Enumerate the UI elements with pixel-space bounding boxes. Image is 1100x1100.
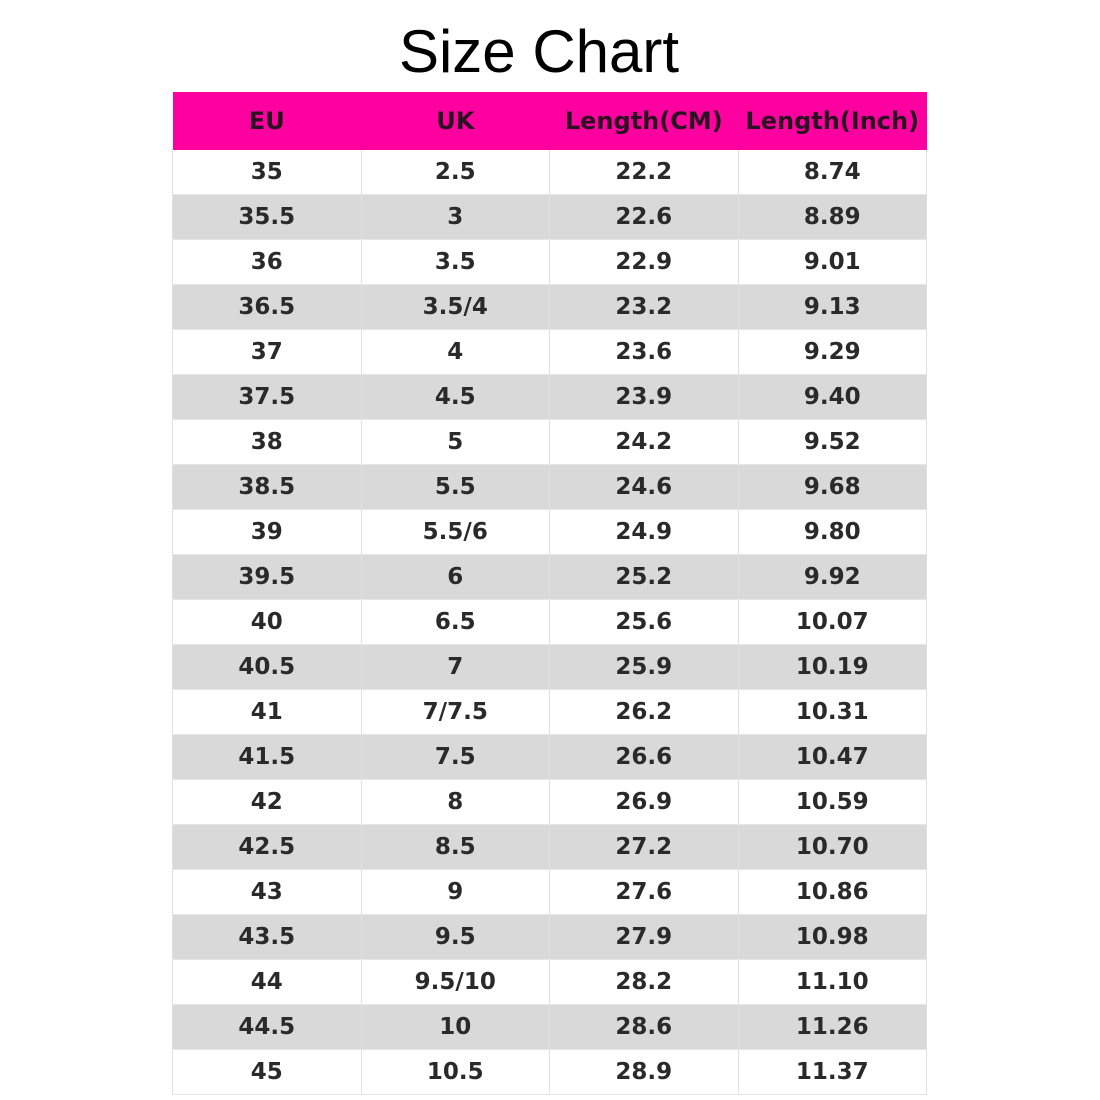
table-body bbox=[173, 150, 927, 1095]
cell-eu: 35 bbox=[173, 150, 362, 195]
cell-length-inch: 10.19 bbox=[738, 645, 927, 690]
cell-uk: 6.5 bbox=[361, 600, 550, 645]
cell-length-cm: 25.2 bbox=[550, 555, 739, 600]
cell-eu: 44 bbox=[173, 960, 362, 1005]
cell-length-inch: 10.70 bbox=[738, 825, 927, 870]
cell-uk: 10.5 bbox=[361, 1050, 550, 1095]
cell-length-cm: 27.2 bbox=[550, 825, 739, 870]
cell-length-inch: 11.26 bbox=[738, 1005, 927, 1050]
cell-eu: 35.5 bbox=[173, 195, 362, 240]
cell-eu: 36 bbox=[173, 240, 362, 285]
cell-eu: 41 bbox=[173, 690, 362, 735]
table-row bbox=[173, 690, 927, 735]
cell-length-cm: 26.9 bbox=[550, 780, 739, 825]
cell-eu: 45 bbox=[173, 1050, 362, 1095]
table-row bbox=[173, 735, 927, 780]
table-row bbox=[173, 645, 927, 690]
page-title: Size Chart bbox=[398, 18, 680, 85]
cell-uk: 2.5 bbox=[361, 150, 550, 195]
table-row bbox=[173, 555, 927, 600]
table-row bbox=[173, 960, 927, 1005]
table-row bbox=[173, 330, 927, 375]
cell-eu: 36.5 bbox=[173, 285, 362, 330]
cell-uk: 10 bbox=[361, 1005, 550, 1050]
cell-length-inch: 10.07 bbox=[738, 600, 927, 645]
cell-length-inch: 10.98 bbox=[738, 915, 927, 960]
cell-length-cm: 22.2 bbox=[550, 150, 739, 195]
table-row bbox=[173, 375, 927, 420]
cell-uk: 9 bbox=[361, 870, 550, 915]
cell-uk: 9.5/10 bbox=[361, 960, 550, 1005]
column-header-length-inch: Length(Inch) bbox=[738, 92, 927, 150]
cell-length-cm: 23.6 bbox=[550, 330, 739, 375]
cell-eu: 38 bbox=[173, 420, 362, 465]
cell-eu: 41.5 bbox=[173, 735, 362, 780]
cell-uk: 7.5 bbox=[361, 735, 550, 780]
table-row bbox=[173, 150, 927, 195]
cell-uk: 3.5 bbox=[361, 240, 550, 285]
cell-uk: 4 bbox=[361, 330, 550, 375]
cell-length-cm: 26.2 bbox=[550, 690, 739, 735]
cell-eu: 39.5 bbox=[173, 555, 362, 600]
cell-length-cm: 27.6 bbox=[550, 870, 739, 915]
cell-uk: 5.5/6 bbox=[361, 510, 550, 555]
cell-length-inch: 10.31 bbox=[738, 690, 927, 735]
table-row bbox=[173, 600, 927, 645]
cell-eu: 38.5 bbox=[173, 465, 362, 510]
cell-length-inch: 11.10 bbox=[738, 960, 927, 1005]
cell-eu: 43.5 bbox=[173, 915, 362, 960]
cell-length-cm: 27.9 bbox=[550, 915, 739, 960]
cell-length-cm: 25.6 bbox=[550, 600, 739, 645]
cell-eu: 40.5 bbox=[173, 645, 362, 690]
cell-length-inch: 9.68 bbox=[738, 465, 927, 510]
cell-eu: 39 bbox=[173, 510, 362, 555]
cell-uk: 3.5/4 bbox=[361, 285, 550, 330]
cell-eu: 43 bbox=[173, 870, 362, 915]
column-header-length-cm: Length(CM) bbox=[550, 92, 739, 150]
cell-uk: 3 bbox=[361, 195, 550, 240]
cell-uk: 5 bbox=[361, 420, 550, 465]
table-header bbox=[173, 92, 927, 150]
cell-length-cm: 22.9 bbox=[550, 240, 739, 285]
table-row bbox=[173, 240, 927, 285]
cell-uk: 4.5 bbox=[361, 375, 550, 420]
cell-length-cm: 24.9 bbox=[550, 510, 739, 555]
cell-uk: 9.5 bbox=[361, 915, 550, 960]
cell-length-inch: 9.40 bbox=[738, 375, 927, 420]
cell-uk: 8 bbox=[361, 780, 550, 825]
table-row bbox=[173, 420, 927, 465]
table-row bbox=[173, 510, 927, 555]
table-row bbox=[173, 825, 927, 870]
cell-eu: 37.5 bbox=[173, 375, 362, 420]
cell-length-cm: 28.6 bbox=[550, 1005, 739, 1050]
cell-length-inch: 9.29 bbox=[738, 330, 927, 375]
cell-eu: 44.5 bbox=[173, 1005, 362, 1050]
cell-uk: 8.5 bbox=[361, 825, 550, 870]
column-header-eu: EU bbox=[173, 92, 362, 150]
cell-uk: 7 bbox=[361, 645, 550, 690]
cell-uk: 7/7.5 bbox=[361, 690, 550, 735]
table-row bbox=[173, 780, 927, 825]
cell-length-cm: 28.9 bbox=[550, 1050, 739, 1095]
cell-eu: 42.5 bbox=[173, 825, 362, 870]
cell-length-inch: 9.52 bbox=[738, 420, 927, 465]
cell-length-inch: 11.37 bbox=[738, 1050, 927, 1095]
cell-length-inch: 10.86 bbox=[738, 870, 927, 915]
cell-length-inch: 10.47 bbox=[738, 735, 927, 780]
cell-length-cm: 26.6 bbox=[550, 735, 739, 780]
cell-length-inch: 8.89 bbox=[738, 195, 927, 240]
column-header-uk: UK bbox=[361, 92, 550, 150]
cell-length-cm: 22.6 bbox=[550, 195, 739, 240]
cell-eu: 37 bbox=[173, 330, 362, 375]
cell-length-cm: 25.9 bbox=[550, 645, 739, 690]
header-row bbox=[173, 92, 927, 150]
cell-length-inch: 9.92 bbox=[738, 555, 927, 600]
cell-length-inch: 9.80 bbox=[738, 510, 927, 555]
cell-length-cm: 24.2 bbox=[550, 420, 739, 465]
cell-eu: 42 bbox=[173, 780, 362, 825]
cell-length-inch: 9.01 bbox=[738, 240, 927, 285]
table-row bbox=[173, 285, 927, 330]
cell-length-inch: 8.74 bbox=[738, 150, 927, 195]
cell-length-cm: 24.6 bbox=[550, 465, 739, 510]
table-row bbox=[173, 465, 927, 510]
table-row bbox=[173, 915, 927, 960]
cell-length-cm: 28.2 bbox=[550, 960, 739, 1005]
cell-length-cm: 23.2 bbox=[550, 285, 739, 330]
cell-uk: 6 bbox=[361, 555, 550, 600]
table-row bbox=[173, 1005, 927, 1050]
cell-uk: 5.5 bbox=[361, 465, 550, 510]
cell-eu: 40 bbox=[173, 600, 362, 645]
cell-length-inch: 9.13 bbox=[738, 285, 927, 330]
table-row bbox=[173, 1050, 927, 1095]
cell-length-cm: 23.9 bbox=[550, 375, 739, 420]
table-row bbox=[173, 870, 927, 915]
cell-length-inch: 10.59 bbox=[738, 780, 927, 825]
table-row bbox=[173, 195, 927, 240]
size-chart-table bbox=[172, 92, 927, 1095]
